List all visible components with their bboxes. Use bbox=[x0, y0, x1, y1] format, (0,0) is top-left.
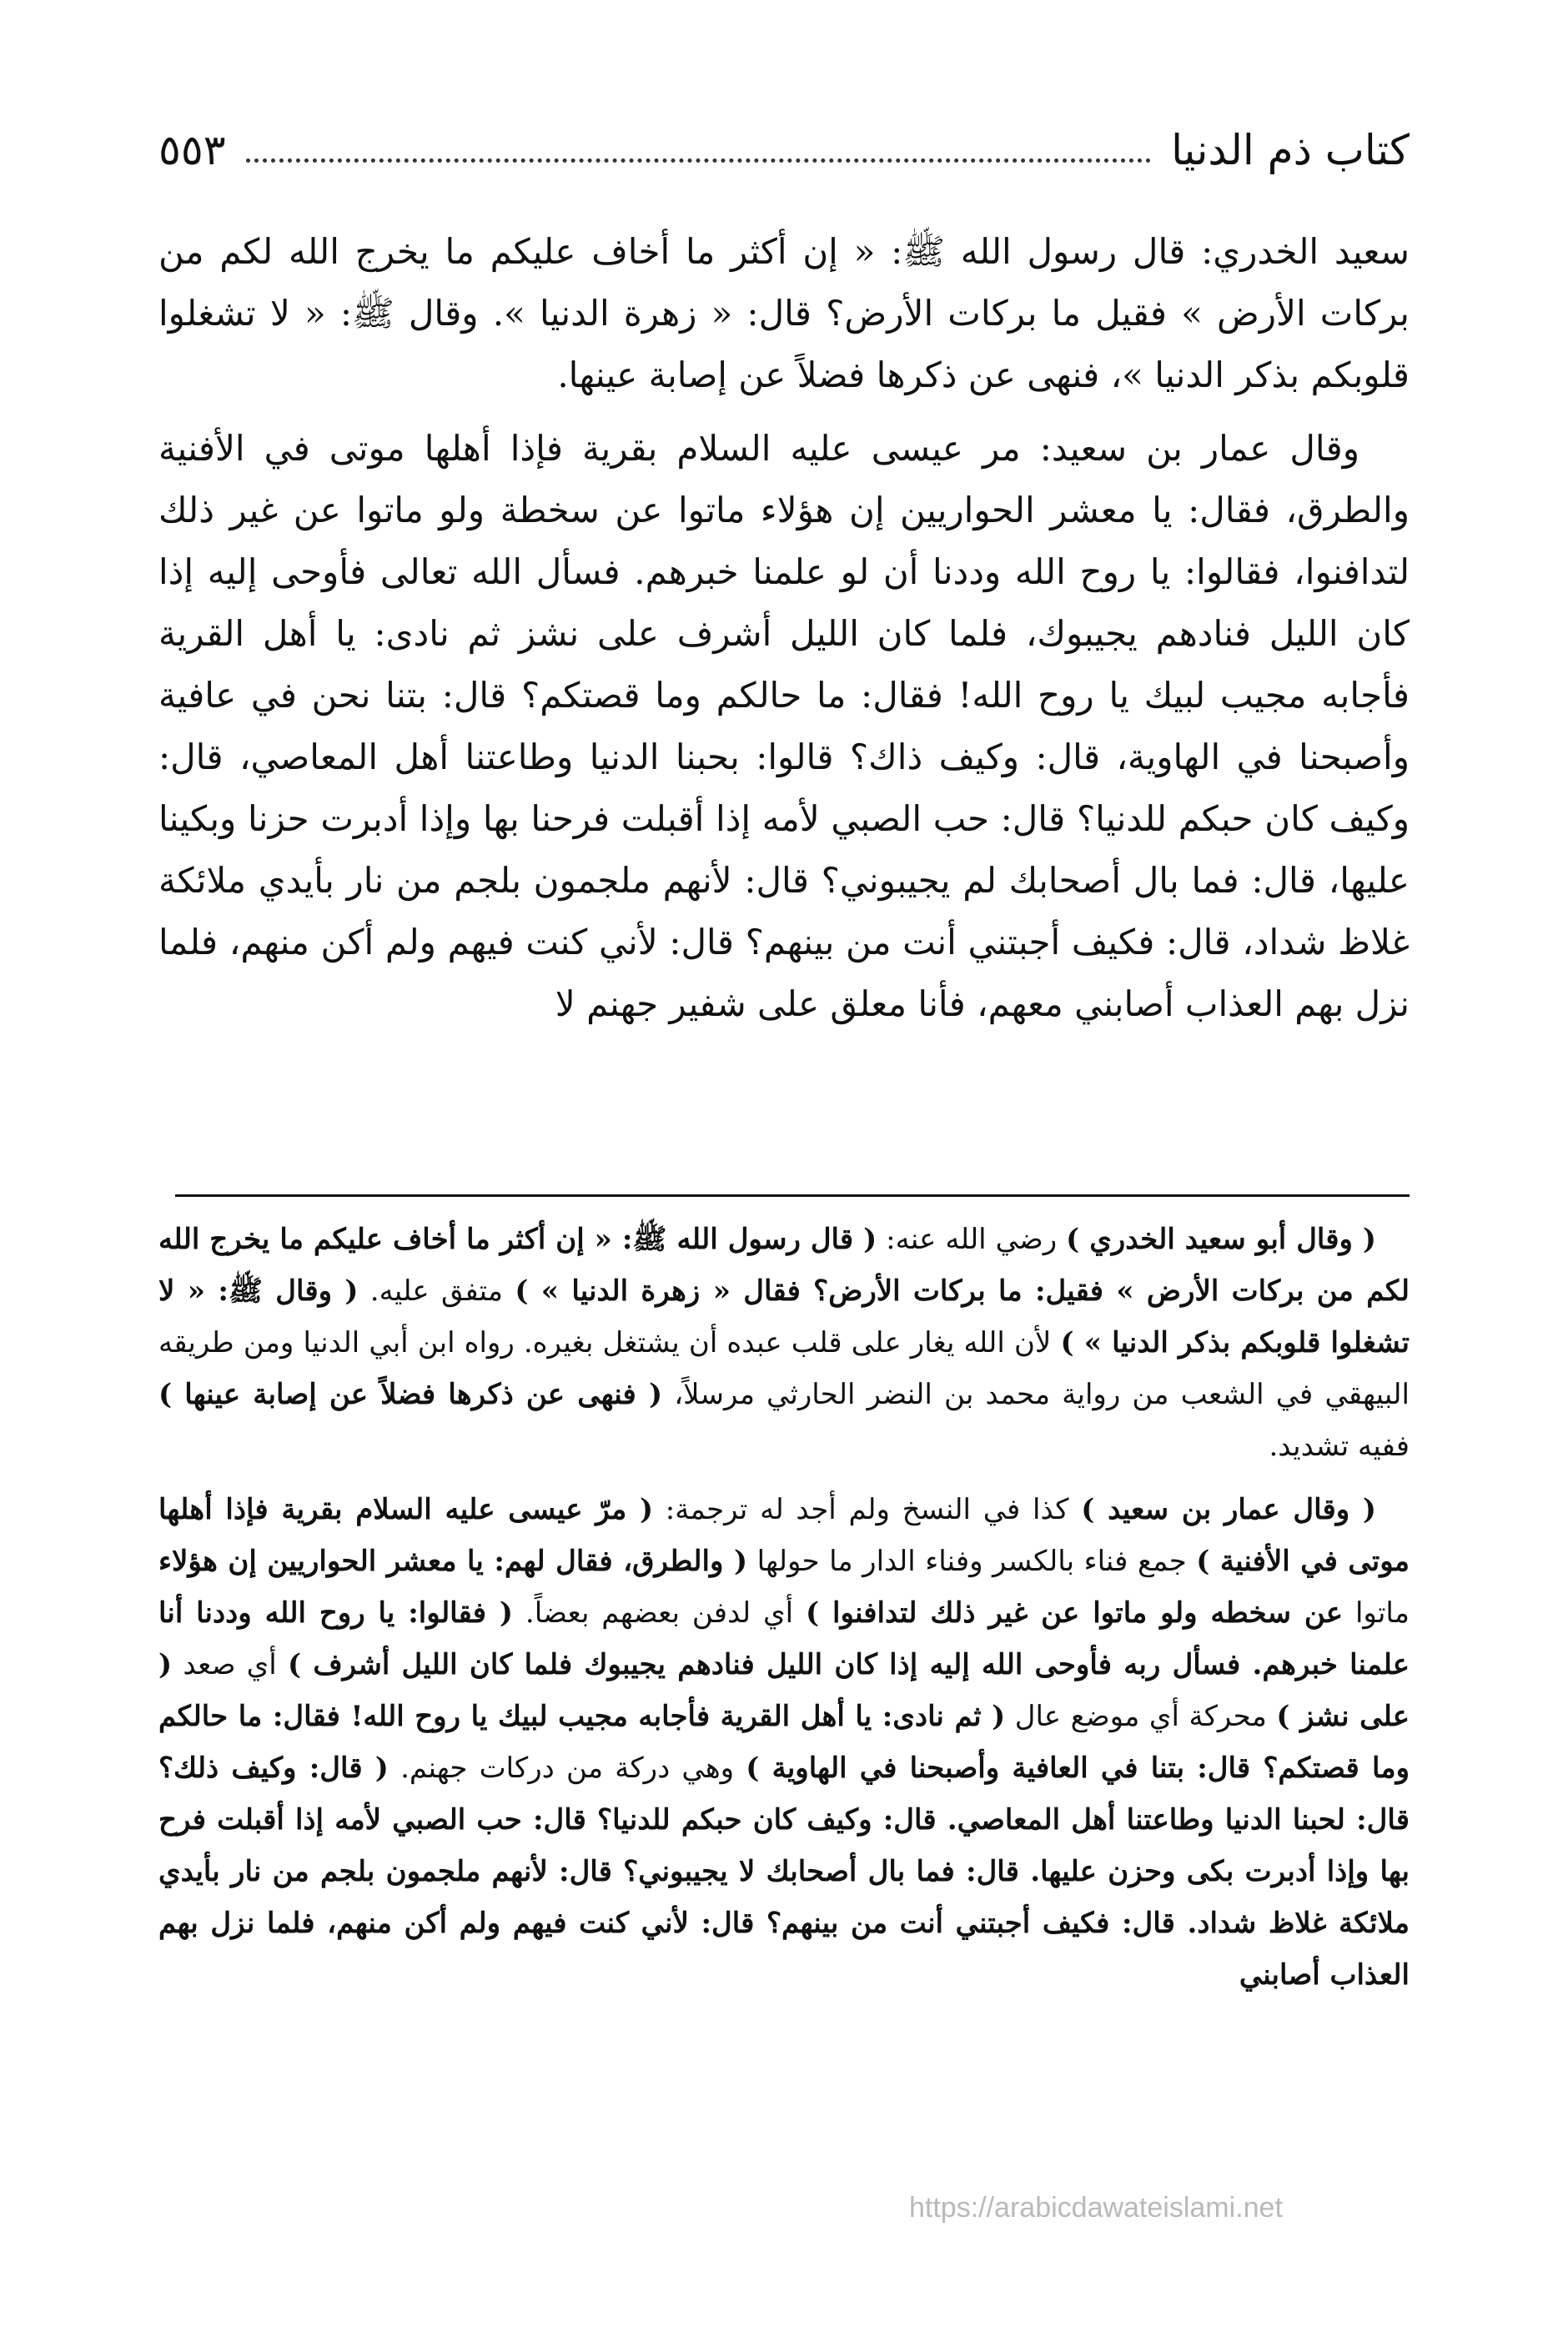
quoted-text: ( فقالوا: يا روح الله وددنا أنا علمنا خبرهم. فسأل ربه فأوحى الله إليه إذا كان الليل فنادهم يجيبوك فلما كان الليل أشرف ) bbox=[158, 1596, 1410, 1681]
footnote-divider bbox=[175, 1194, 1410, 1197]
quoted-text: ( مرّ عيسى عليه السلام بقرية فإذا أهلها موتى في الأفنية ) bbox=[158, 1493, 1410, 1578]
quoted-text: ( وقال عمار بن سعيد ) bbox=[1081, 1493, 1377, 1526]
book-title: كتاب ذم الدنيا bbox=[1171, 126, 1410, 174]
running-header bbox=[158, 117, 1410, 183]
commentary-paragraph bbox=[158, 1214, 1410, 1472]
commentary-text: رضي الله عنه: bbox=[877, 1223, 1067, 1256]
commentary-text: كذا في النسخ ولم أجد له ترجمة: bbox=[653, 1493, 1082, 1526]
quoted-text: ( قال: وكيف ذلك؟ قال: لحبنا الدنيا وطاعتنا أهل المعاصي. قال: وكيف كان حبكم للدنيا؟ قال: حب الصبي لأمه إذا أقبلت فرح بها وإذا أدبرت بكى وحزن عليها. قال: فما بال أصحابك لا يجيبوني؟ قال: لأنهم ملجمون بلجم من نار بأيدي ملائكة غلاظ شداد. قال: فكيف أجبتني أنت من بينهم؟ قال: لأني كنت فيهم ولم أكن منهم، فلما نزل بهم العذاب أصابني bbox=[158, 1752, 1410, 1992]
quoted-text: ( على نشز ) bbox=[158, 1648, 1410, 1733]
main-paragraph: سعيد الخدري: قال رسول الله ﷺ: « إن أكثر ما أخاف عليكم ما يخرج الله لكم من بركات الأرض » فقيل ما بركات الأرض؟ قال: « زهرة الدنيا ». وقال ﷺ: « لا تشغلوا قلوبكم بذكر الدنيا »، فنهى عن ذكرها فضلاً عن إصابة عينها. bbox=[158, 231, 1410, 395]
quoted-text: ( والطرق، فقال لهم: يا معشر الحواريين إن هؤلاء bbox=[158, 1545, 748, 1578]
main-text bbox=[158, 221, 1410, 1047]
quoted-text: عن سخطه ولو ماتوا عن غير ذلك لتدافنوا ) bbox=[806, 1596, 1344, 1630]
quoted-text: ( فنهى عن ذكرها فضلاً عن إصابة عينها ) bbox=[158, 1378, 663, 1411]
page-number: ٥٥٣ bbox=[158, 126, 226, 174]
commentary-text: ففيه تشديد. bbox=[1269, 1430, 1410, 1463]
commentary-text: وهي دركة من دركات جهنم. bbox=[388, 1752, 746, 1785]
commentary-text: متفق عليه. bbox=[358, 1274, 515, 1308]
commentary-notes bbox=[158, 1214, 1410, 2013]
commentary-paragraph bbox=[158, 1484, 1410, 2001]
commentary-text: أي لدفن بعضهم بعضاً. bbox=[513, 1596, 806, 1630]
quoted-text: ( وقال أبو سعيد الخدري ) bbox=[1066, 1223, 1376, 1256]
quoted-text: ( قال رسول الله ﷺ: « إن أكثر ما أخاف عليكم ما يخرج الله لكم من بركات الأرض » فقيل: ما بركات الأرض؟ فقال « زهرة الدنيا » ) bbox=[158, 1223, 1410, 1308]
commentary-text: لأن الله يغار على قلب عبده أن يشتغل بغيره. رواه ابن أبي الدنيا ومن طريقه البيهقي في الشعب من رواية محمد بن النضر الحارثي مرسلاً، bbox=[158, 1326, 1410, 1411]
quoted-text: ( وقال ﷺ: « لا تشغلوا قلوبكم بذكر الدنيا » ) bbox=[158, 1274, 1410, 1359]
quoted-text: ( ثم نادى: يا أهل القرية فأجابه مجيب لبيك يا روح الله! فقال: ما حالكم وما قصتكم؟ قال: بتنا في العافية وأصبحنا في الهاوية ) bbox=[158, 1700, 1410, 1785]
commentary-text: محركة أي موضع عال bbox=[1005, 1700, 1277, 1733]
main-paragraph: وقال عمار بن سعيد: مر عيسى عليه السلام بقرية فإذا أهلها موتى في الأفنية والطرق، فقال: يا معشر الحواريين إن هؤلاء ماتوا عن سخطة ولو ماتوا عن غير ذلك لتدافنوا، فقالوا: يا روح الله وددنا أن لو علمنا خبرهم. فسأل الله تعالى فأوحى إليه إذا كان الليل فنادهم يجيبوك، فلما كان الليل أشرف على نشز ثم نادى: يا أهل القرية فأجابه مجيب لبيك يا روح الله! فقال: ما حالكم وما قصتكم؟ قال: بتنا نحن في عافية وأصبحنا في الهاوية، قال: وكيف ذاك؟ قالوا: بحبنا الدنيا وطاعتنا أهل المعاصي، قال: وكيف كان حبكم للدنيا؟ قال: حب الصبي لأمه إذا أقبلت فرحنا بها وإذا أدبرت حزنا وبكينا عليها، قال: فما بال أصحابك لم يجيبوني؟ قال: لأنهم ملجمون بلجم من نار بأيدي ملائكة غلاظ شداد، قال: فكيف أجبتني أنت من بينهم؟ قال: لأني كنت فيهم ولم أكن منهم، فلما نزل بهم العذاب أصابني معهم، فأنا معلق على شفير جهنم لا bbox=[158, 428, 1410, 1024]
website-watermark: https://arabicdawateislami.net bbox=[909, 2192, 1283, 2224]
commentary-text: جمع فناء بالكسر وفناء الدار ما حولها bbox=[747, 1545, 1197, 1578]
commentary-text: ماتوا bbox=[1343, 1596, 1410, 1630]
commentary-text: أي صعد bbox=[172, 1648, 288, 1681]
header-dot-leader bbox=[246, 158, 1152, 163]
